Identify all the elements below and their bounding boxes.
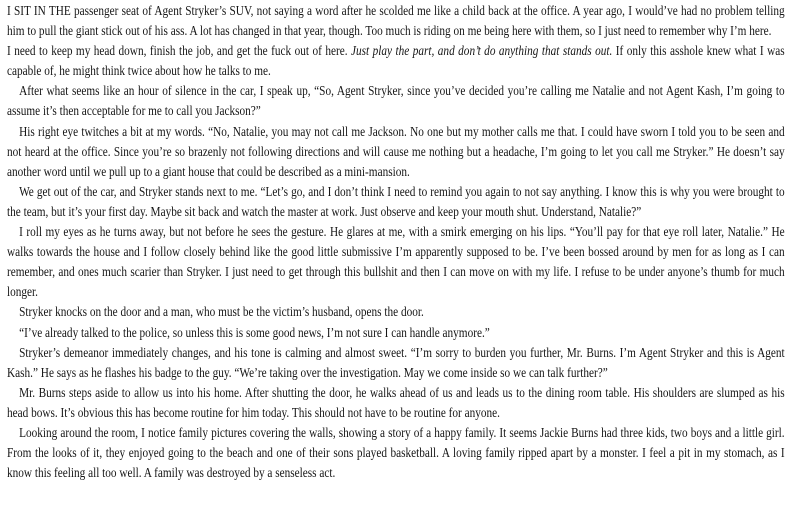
paragraph: We get out of the car, and Stryker stands next to me. “Let’s go, and I don’t think I need to remind you again to not say anything. I know this is why you were brought to the team, but it’s your first day. Maybe sit back and watch the master at work. Just observe and keep your mouth shut. Understand, Natalie?” bbox=[7, 184, 785, 220]
paragraph: Stryker’s demeanor immediately changes, and his tone is calming and almost sweet. “I’m sorry to burden you further, Mr. Burns. I’m Agent Stryker and this is Agent Kash.” He says as he flashes his badge to the guy. “We’re taking over the investigation. May we come inside so we can talk further?” bbox=[7, 345, 785, 381]
paragraph: Stryker knocks on the door and a man, who must be the victim’s husband, opens the door. bbox=[19, 305, 424, 321]
paragraph-text-post: If only this asshole knew what I was capable of, he might think twice about how he talks to me. bbox=[7, 44, 785, 80]
paragraph-text-pre: I need to keep my head down, finish the job, and get the fuck out of here. bbox=[7, 44, 352, 60]
paragraph-closing: Looking around the room, I notice family pictures covering the walls, showing a story of a happy family. It seems Jackie Burns had three kids, two boys and a little girl. From the looks of it, they enjoyed going to the beach and one of their sons played basketball. A loving family ripped apart by a monster. I feel a pit in my stomach, as I know this feeling all too well. A family was destroyed by a senseless act. bbox=[7, 425, 785, 482]
paragraph-opening: I SIT IN THE passenger seat of Agent Stryker’s SUV, not saying a word after he scolded me like a child back at the office. A year ago, I would’ve had no problem telling him to pull the giant stick out of his ass. A lot has changed in that year, though. Too much is riding on me being here with them, so I just need to remember why I’m here. bbox=[7, 4, 785, 40]
paragraph: His right eye twitches a bit at my words. “No, Natalie, you may not call me Jackson. No one but my mother calls me that. I could have sworn I told you to be seen and not heard at the office. Since you’re so brazenly not following directions and will cause me nothing but a headache, I’m going to let you call me Stryker.” He doesn’t say another word until we pull up to a giant house that could be described as a mini-mansion. bbox=[7, 124, 785, 180]
paragraph: “I’ve already talked to the police, so unless this is some good news, I’m not sure I can handle anymore.” bbox=[19, 325, 490, 341]
paragraph: After what seems like an hour of silence in the car, I speak up, “So, Agent Stryker, since you’ve decided you’re calling me Natalie and not Agent Kash, I’m going to assume it’s then acceptable for me to call you Jackson?” bbox=[7, 84, 785, 120]
paragraph: Mr. Burns steps aside to allow us into his home. After shutting the door, he walks ahead of us and leads us to the dining room table. His shoulders are slumped as his head bows. It’s obvious this has become routine for him today. This should not have to be routine for anyone. bbox=[7, 385, 785, 421]
paragraph-italic-thought: Just play the part, and don’t do anything that stands out. bbox=[351, 44, 613, 60]
book-page-text-block bbox=[7, 2, 785, 484]
paragraph-with-italic bbox=[7, 42, 785, 82]
paragraph: I roll my eyes as he turns away, but not before he sees the gesture. He glares at me, with a smirk emerging on his lips. “You’ll pay for that eye roll later, Natalie.” He walks towards the house and I follow closely behind like the good little submissive I’m apparently supposed to be. I’ve been bossed around by men for as long as I can remember, and ones much scarier than Stryker. I just need to get through this bullshit and then I can move on with my life. I refuse to be under anyone’s thumb for much longer. bbox=[7, 225, 785, 301]
